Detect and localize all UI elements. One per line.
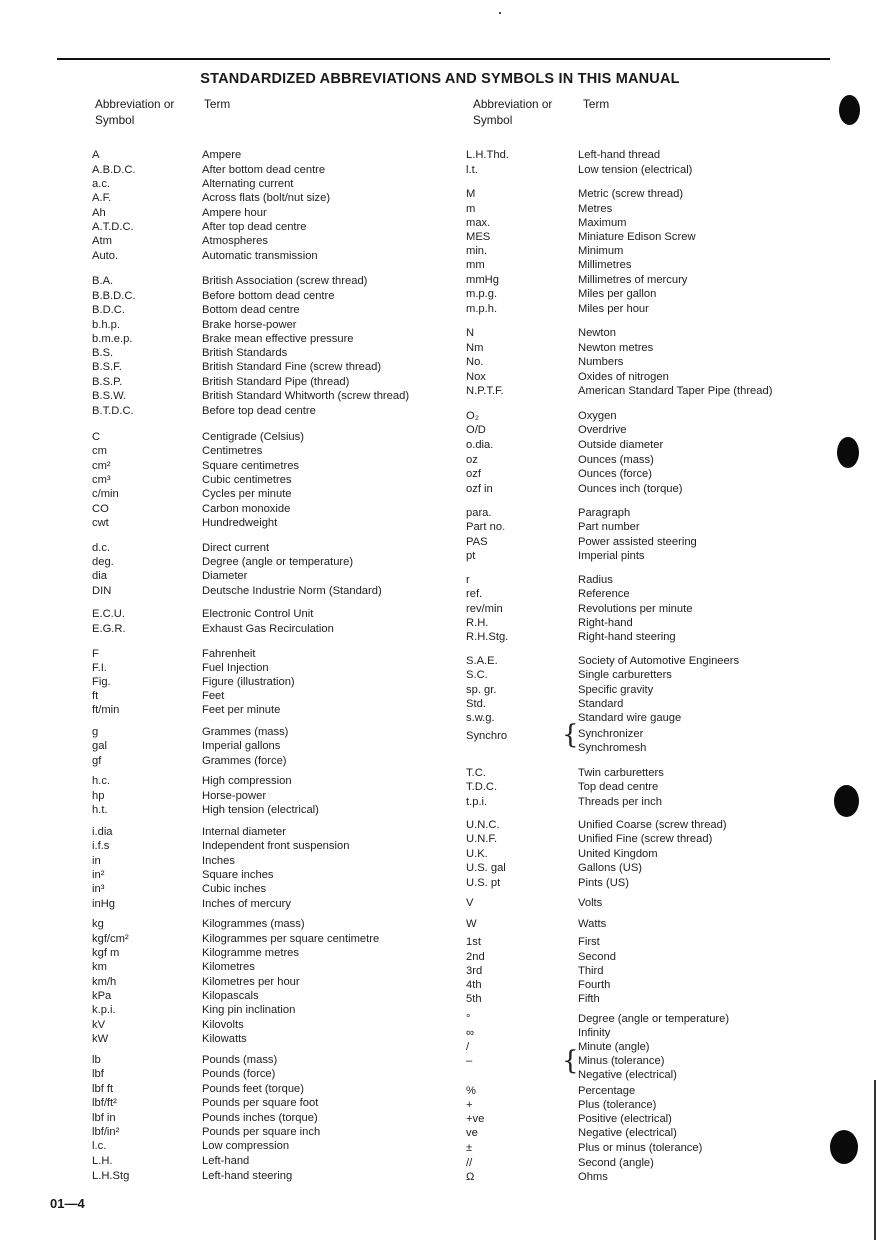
abbreviation: deg. xyxy=(92,556,114,568)
term: Atmospheres xyxy=(202,235,268,247)
abbreviation: Ω xyxy=(466,1171,475,1183)
abbreviation: Nm xyxy=(466,342,484,354)
term: Figure (illustration) xyxy=(202,676,295,688)
abbreviation: in xyxy=(92,855,101,867)
term: Miniature Edison Screw xyxy=(578,231,696,243)
abbreviation: B.B.D.C. xyxy=(92,290,136,302)
abbreviation: para. xyxy=(466,507,492,519)
term: Positive (electrical) xyxy=(578,1113,672,1125)
term-header-right: Term xyxy=(583,97,610,111)
term: Kilometres xyxy=(202,961,255,973)
term: After top dead centre xyxy=(202,221,307,233)
abbreviation: kW xyxy=(92,1033,109,1045)
term: Fahrenheit xyxy=(202,648,256,660)
abbreviation: ± xyxy=(466,1142,473,1154)
term: Pounds (force) xyxy=(202,1068,276,1080)
abbreviation: t.p.i. xyxy=(466,796,488,808)
abbreviation-header-right xyxy=(473,96,552,128)
term: Minus (tolerance) xyxy=(578,1055,665,1067)
term: British Standards xyxy=(202,347,288,359)
abbreviation: l.c. xyxy=(92,1140,107,1152)
term: High tension (electrical) xyxy=(202,804,319,816)
abbreviation: i.dia xyxy=(92,826,113,838)
term: King pin inclination xyxy=(202,1004,296,1016)
term: Imperial pints xyxy=(578,550,645,562)
abbreviation: B.S.F. xyxy=(92,361,122,373)
abbreviation: // xyxy=(466,1157,473,1169)
abbreviation: s.w.g. xyxy=(466,712,495,724)
abbreviation: B.T.D.C. xyxy=(92,405,134,417)
term: Plus (tolerance) xyxy=(578,1099,657,1111)
abbreviation-header-line1: Abbreviation or xyxy=(95,97,175,111)
abbreviation: 2nd xyxy=(466,951,485,963)
term: High compression xyxy=(202,775,292,787)
abbreviation: ozf xyxy=(466,468,481,480)
abbreviation: in² xyxy=(92,869,105,881)
abbreviation: cm³ xyxy=(92,474,111,486)
term: Miles per hour xyxy=(578,303,649,315)
abbreviation: kV xyxy=(92,1019,106,1031)
binder-hole xyxy=(834,785,859,817)
term: Automatic transmission xyxy=(202,250,318,262)
term: Oxygen xyxy=(578,410,617,422)
abbreviation: km/h xyxy=(92,976,117,988)
term: Internal diameter xyxy=(202,826,286,838)
abbreviation: B.S.W. xyxy=(92,390,127,402)
abbreviation: lbf/ft² xyxy=(92,1097,117,1109)
abbreviation: M xyxy=(466,188,476,200)
term: Negative (electrical) xyxy=(578,1069,677,1081)
abbreviation: g xyxy=(92,726,99,738)
abbreviation: cm² xyxy=(92,460,111,472)
abbreviation: max. xyxy=(466,217,491,229)
abbreviation: U.S. pt xyxy=(466,877,501,889)
abbreviation: N.P.T.F. xyxy=(466,385,504,397)
term: Metres xyxy=(578,203,613,215)
term: Standard wire gauge xyxy=(578,712,682,724)
abbreviation: ref. xyxy=(466,588,483,600)
grouping-brace: { xyxy=(562,720,579,750)
term: Minute (angle) xyxy=(578,1041,650,1053)
term: Kilometres per hour xyxy=(202,976,300,988)
abbreviation: l.t. xyxy=(466,164,478,176)
abbreviation: kPa xyxy=(92,990,112,1002)
abbreviation: m xyxy=(466,203,476,215)
term: Imperial gallons xyxy=(202,740,281,752)
term: Grammes (force) xyxy=(202,755,287,767)
abbreviation: lbf xyxy=(92,1068,104,1080)
term: Overdrive xyxy=(578,424,627,436)
term: British Association (screw thread) xyxy=(202,275,368,287)
term: British Standard Pipe (thread) xyxy=(202,376,350,388)
abbreviation: Synchro xyxy=(466,730,508,742)
term: Across flats (bolt/nut size) xyxy=(202,192,331,204)
term: Ohms xyxy=(578,1171,608,1183)
term: Pounds inches (torque) xyxy=(202,1112,318,1124)
term: Low compression xyxy=(202,1140,290,1152)
term: Square centimetres xyxy=(202,460,300,472)
term: Plus or minus (tolerance) xyxy=(578,1142,703,1154)
term: Low tension (electrical) xyxy=(578,164,693,176)
abbreviation: + xyxy=(466,1099,473,1111)
term: Miles per gallon xyxy=(578,288,657,300)
term: Millimetres of mercury xyxy=(578,274,688,286)
abbreviation-header-line2: Symbol xyxy=(473,113,513,127)
term: Ounces (mass) xyxy=(578,454,654,466)
term: Exhaust Gas Recirculation xyxy=(202,623,334,635)
term-header-left: Term xyxy=(204,97,231,111)
abbreviation: A.T.D.C. xyxy=(92,221,134,233)
term: British Standard Fine (screw thread) xyxy=(202,361,382,373)
abbreviation: A.F. xyxy=(92,192,112,204)
term: Revolutions per minute xyxy=(578,603,693,615)
abbreviation: mmHg xyxy=(466,274,499,286)
abbreviation: 5th xyxy=(466,993,482,1005)
abbreviation: lbf/in² xyxy=(92,1126,120,1138)
term: Specific gravity xyxy=(578,684,654,696)
term: Hundredweight xyxy=(202,517,278,529)
abbreviation: T.C. xyxy=(466,767,486,779)
binder-hole xyxy=(837,437,859,468)
abbreviation: % xyxy=(466,1085,476,1097)
term: Unified Fine (screw thread) xyxy=(578,833,713,845)
term: Oxides of nitrogen xyxy=(578,371,669,383)
term: Electronic Control Unit xyxy=(202,608,314,620)
term: Numbers xyxy=(578,356,624,368)
term: Reference xyxy=(578,588,630,600)
abbreviation: O/D xyxy=(466,424,486,436)
abbreviation: R.H.Stg. xyxy=(466,631,509,643)
abbreviation: dia xyxy=(92,570,107,582)
term: Newton metres xyxy=(578,342,654,354)
abbreviation: B.D.C. xyxy=(92,304,125,316)
abbreviation: PAS xyxy=(466,536,488,548)
abbreviation: i.f.s xyxy=(92,840,110,852)
term: Inches of mercury xyxy=(202,898,291,910)
abbreviation: ft/min xyxy=(92,704,120,716)
term: Pounds feet (torque) xyxy=(202,1083,304,1095)
abbreviation: E.C.U. xyxy=(92,608,125,620)
term: First xyxy=(578,936,600,948)
abbreviation: T.D.C. xyxy=(466,781,498,793)
page-number: 01—4 xyxy=(50,1196,85,1211)
term: Radius xyxy=(578,574,613,586)
term: Inches xyxy=(202,855,235,867)
term: Cubic inches xyxy=(202,883,267,895)
term: Synchronizer xyxy=(578,728,644,740)
abbreviation: hp xyxy=(92,790,105,802)
abbreviation: B.S. xyxy=(92,347,114,359)
abbreviation: min. xyxy=(466,245,488,257)
abbreviation: L.H. xyxy=(92,1155,113,1167)
term: Metric (screw thread) xyxy=(578,188,684,200)
abbreviation: DIN xyxy=(92,585,112,597)
term: Percentage xyxy=(578,1085,636,1097)
term: Watts xyxy=(578,918,607,930)
term: Second xyxy=(578,951,616,963)
term: Deutsche Industrie Norm (Standard) xyxy=(202,585,382,597)
term: Fuel Injection xyxy=(202,662,269,674)
term: Degree (angle or temperature) xyxy=(578,1013,730,1025)
term: Single carburetters xyxy=(578,669,672,681)
term: Standard xyxy=(578,698,624,710)
term: Right-hand steering xyxy=(578,631,676,643)
binder-hole xyxy=(830,1130,858,1164)
term: Kilovolts xyxy=(202,1019,244,1031)
abbreviation: ve xyxy=(466,1127,478,1139)
term: Pounds (mass) xyxy=(202,1054,278,1066)
term: Infinity xyxy=(578,1027,611,1039)
abbreviation: N xyxy=(466,327,475,339)
abbreviation-header-left xyxy=(95,96,174,128)
term: Square inches xyxy=(202,869,274,881)
term: Society of Automotive Engineers xyxy=(578,655,740,667)
term: Kilogrammes (mass) xyxy=(202,918,305,930)
term: Left-hand steering xyxy=(202,1170,293,1182)
abbreviation: 3rd xyxy=(466,965,483,977)
abbreviation: h.t. xyxy=(92,804,108,816)
top-rule xyxy=(57,58,830,60)
term: Kilogrammes per square centimetre xyxy=(202,933,380,945)
term: Fourth xyxy=(578,979,611,991)
abbreviation: O₂ xyxy=(466,410,480,422)
term: Second (angle) xyxy=(578,1157,654,1169)
abbreviation: r xyxy=(466,574,470,586)
term: Gallons (US) xyxy=(578,862,643,874)
abbreviation: ozf in xyxy=(466,483,493,495)
abbreviation: o.dia. xyxy=(466,439,494,451)
abbreviation: lbf ft xyxy=(92,1083,114,1095)
abbreviation: rev/min xyxy=(466,603,503,615)
abbreviation: m.p.h. xyxy=(466,303,498,315)
abbreviation: U.K. xyxy=(466,848,488,860)
abbreviation: F.I. xyxy=(92,662,107,674)
term: Synchromesh xyxy=(578,742,647,754)
term: Brake mean effective pressure xyxy=(202,333,354,345)
term: Cycles per minute xyxy=(202,488,292,500)
term: Part number xyxy=(578,521,640,533)
abbreviation: oz xyxy=(466,454,478,466)
abbreviation: – xyxy=(466,1055,473,1067)
term: Pounds per square foot xyxy=(202,1097,319,1109)
abbreviation: ∞ xyxy=(466,1027,474,1039)
abbreviation: kgf m xyxy=(92,947,120,959)
abbreviation: F xyxy=(92,648,99,660)
abbreviation: lbf in xyxy=(92,1112,116,1124)
abbreviation: gal xyxy=(92,740,107,752)
term: Before top dead centre xyxy=(202,405,316,417)
abbreviation: c/min xyxy=(92,488,119,500)
abbreviation: Fig. xyxy=(92,676,111,688)
term: Pints (US) xyxy=(578,877,629,889)
abbreviation: km xyxy=(92,961,107,973)
abbreviation-header-line1: Abbreviation or xyxy=(473,97,553,111)
term: After bottom dead centre xyxy=(202,164,326,176)
term: Left-hand xyxy=(202,1155,250,1167)
term: Twin carburetters xyxy=(578,767,664,779)
abbreviation: U.S. gal xyxy=(466,862,506,874)
term: Ounces (force) xyxy=(578,468,652,480)
abbreviation: A.B.D.C. xyxy=(92,164,136,176)
term: Left-hand thread xyxy=(578,149,661,161)
abbreviation: B.S.P. xyxy=(92,376,123,388)
abbreviation: a.c. xyxy=(92,178,111,190)
term: Negative (electrical) xyxy=(578,1127,677,1139)
abbreviation: / xyxy=(466,1041,470,1053)
term: Carbon monoxide xyxy=(202,503,291,515)
term: Kilogramme metres xyxy=(202,947,299,959)
term: Direct current xyxy=(202,542,270,554)
term: United Kingdom xyxy=(578,848,658,860)
term: British Standard Whitworth (screw thread) xyxy=(202,390,410,402)
abbreviation: V xyxy=(466,897,474,909)
term: American Standard Taper Pipe (thread) xyxy=(578,385,773,397)
abbreviation: Ah xyxy=(92,207,106,219)
term: Paragraph xyxy=(578,507,631,519)
abbreviation: Std. xyxy=(466,698,486,710)
term: Newton xyxy=(578,327,616,339)
abbreviation: S.C. xyxy=(466,669,488,681)
abbreviation: W xyxy=(466,918,477,930)
abbreviation: 1st xyxy=(466,936,481,948)
abbreviation: +ve xyxy=(466,1113,485,1125)
abbreviation: 4th xyxy=(466,979,482,991)
term: Feet xyxy=(202,690,225,702)
abbreviation: L.H.Stg xyxy=(92,1170,130,1182)
abbreviation: d.c. xyxy=(92,542,111,554)
abbreviation: No. xyxy=(466,356,484,368)
binder-hole xyxy=(839,95,860,125)
term: Top dead centre xyxy=(578,781,659,793)
abbreviation: Part no. xyxy=(466,521,506,533)
abbreviation: MES xyxy=(466,231,491,243)
term: Centigrade (Celsius) xyxy=(202,431,304,443)
term: Third xyxy=(578,965,604,977)
abbreviation: gf xyxy=(92,755,102,767)
abbreviation: k.p.i. xyxy=(92,1004,116,1016)
abbreviation: cm xyxy=(92,445,107,457)
term: Power assisted steering xyxy=(578,536,697,548)
term: Millimetres xyxy=(578,259,632,271)
term: Volts xyxy=(578,897,603,909)
term: Outside diameter xyxy=(578,439,664,451)
abbreviation: inHg xyxy=(92,898,116,910)
abbreviation: ° xyxy=(466,1013,471,1025)
abbreviation: Nox xyxy=(466,371,486,383)
abbreviation: L.H.Thd. xyxy=(466,149,509,161)
abbreviation: E.G.R. xyxy=(92,623,126,635)
term: Independent front suspension xyxy=(202,840,350,852)
abbreviation: kg xyxy=(92,918,104,930)
term: Alternating current xyxy=(202,178,294,190)
grouping-brace: { xyxy=(562,1046,579,1076)
abbreviation: A xyxy=(92,149,100,161)
abbreviation: kgf/cm² xyxy=(92,933,129,945)
term: Brake horse-power xyxy=(202,319,297,331)
abbreviation: ft xyxy=(92,690,99,702)
term: Threads per inch xyxy=(578,796,662,808)
scan-mark xyxy=(499,12,501,14)
abbreviation: Auto. xyxy=(92,250,119,262)
term: Kilowatts xyxy=(202,1033,247,1045)
abbreviation: Atm xyxy=(92,235,112,247)
term: Ampere xyxy=(202,149,242,161)
abbreviation: pt xyxy=(466,550,476,562)
abbreviation: mm xyxy=(466,259,485,271)
term: Kilopascals xyxy=(202,990,259,1002)
abbreviation: U.N.F. xyxy=(466,833,498,845)
abbreviation: lb xyxy=(92,1054,101,1066)
term: Centimetres xyxy=(202,445,263,457)
abbreviation: sp. gr. xyxy=(466,684,497,696)
term: Right-hand xyxy=(578,617,633,629)
term: Ounces inch (torque) xyxy=(578,483,683,495)
abbreviation-header-line2: Symbol xyxy=(95,113,135,127)
term: Maximum xyxy=(578,217,627,229)
term: Ampere hour xyxy=(202,207,267,219)
abbreviation: h.c. xyxy=(92,775,111,787)
term: Horse-power xyxy=(202,790,267,802)
term: Degree (angle or temperature) xyxy=(202,556,354,568)
abbreviation: CO xyxy=(92,503,109,515)
abbreviation: b.m.e.p. xyxy=(92,333,133,345)
term: Fifth xyxy=(578,993,600,1005)
abbreviation: in³ xyxy=(92,883,105,895)
abbreviation: U.N.C. xyxy=(466,819,500,831)
abbreviation: m.p.g. xyxy=(466,288,498,300)
term: Grammes (mass) xyxy=(202,726,289,738)
abbreviation: B.A. xyxy=(92,275,114,287)
term: Before bottom dead centre xyxy=(202,290,335,302)
term: Bottom dead centre xyxy=(202,304,300,316)
term: Minimum xyxy=(578,245,624,257)
abbreviation: cwt xyxy=(92,517,109,529)
scan-edge xyxy=(874,1080,876,1240)
term: Diameter xyxy=(202,570,248,582)
abbreviation: b.h.p. xyxy=(92,319,120,331)
abbreviation: C xyxy=(92,431,101,443)
term: Pounds per square inch xyxy=(202,1126,321,1138)
term: Feet per minute xyxy=(202,704,281,716)
term: Unified Coarse (screw thread) xyxy=(578,819,727,831)
page-title: STANDARDIZED ABBREVIATIONS AND SYMBOLS IN THIS MANUAL xyxy=(200,71,680,87)
abbreviation: R.H. xyxy=(466,617,489,629)
abbreviation: S.A.E. xyxy=(466,655,498,667)
term: Cubic centimetres xyxy=(202,474,292,486)
